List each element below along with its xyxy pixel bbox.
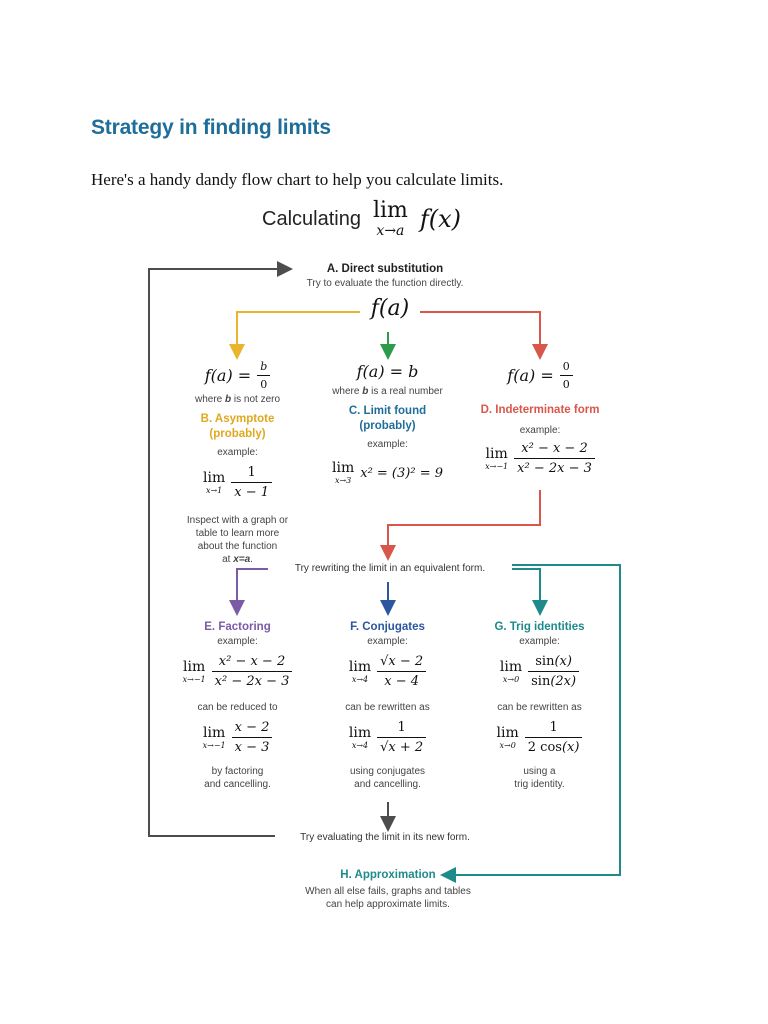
page-title: Strategy in finding limits (91, 116, 331, 139)
d-example-label: example: (519, 425, 561, 436)
node-b (160, 360, 315, 566)
node-g-label: G. Trig identities (494, 621, 585, 633)
f-mid: can be rewritten as (345, 702, 430, 713)
c-example-label: example: (367, 439, 408, 450)
new-form-text: Try evaluating the limit in its new form. (300, 832, 470, 843)
f-example: lim x→4 $\frac{√x - 2}{x - 4}$ (310, 654, 465, 689)
g-note: using a trig identity. (514, 766, 565, 790)
b-example: lim x→1 $\frac{1}{x - 1}$ (160, 465, 315, 500)
node-d-label: D. Indeterminate form (480, 404, 600, 416)
e-result: lim x→−1 $\frac{x - 2}{x - 3}$ (160, 720, 315, 755)
arrow-to-g (512, 569, 540, 608)
b-note: Inspect with a graph or table to learn more about the function at x=a. (186, 515, 289, 565)
h-desc: When all else fails, graphs and tables can help approximate limits. (305, 886, 471, 910)
node-f-label: F. Conjugates (350, 621, 425, 633)
node-c (310, 362, 465, 485)
arrow-to-d (420, 312, 540, 352)
node-e-label: E. Factoring (204, 621, 271, 633)
g-example: lim x→0 $\frac{\sin(x)}{\sin(2x)}$ (462, 654, 617, 689)
c-condition: f(a) = b (356, 362, 419, 381)
g-result: lim x→0 $\frac{1}{2 \cos(x)}$ (462, 720, 617, 755)
d-condition: f(a) = $\frac{0}{0}$ (460, 360, 620, 391)
node-e (160, 620, 315, 791)
e-note: by factoring and cancelling. (204, 766, 271, 790)
node-d (460, 360, 620, 476)
node-c-label: C. Limit found (probably) (348, 405, 427, 432)
rewrite-text: Try rewriting the limit in an equivalent form. (294, 563, 486, 574)
arrow-d-to-rewrite (388, 490, 540, 553)
node-a-label: A. Direct substitution (326, 263, 444, 275)
title-function: f(x) (419, 205, 462, 233)
f-result: lim x→4 $\frac{1}{√x + 2}$ (310, 720, 465, 755)
b-example-label: example: (217, 447, 258, 458)
arrow-to-b (237, 312, 360, 352)
d-example: lim x→−1 $\frac{\text{x² − x − 2}}{\text{x² − 2x − 3}}$ (460, 441, 620, 476)
f-of-a: f(a) (370, 296, 410, 321)
f-example-label: example: (367, 636, 408, 647)
e-example-label: example: (217, 636, 258, 647)
e-example: lim x→−1 $\frac{\text{x² − x − 2}}{\text{x² − 2x − 3}}$ (160, 654, 315, 689)
intro-text: Here's a handy dandy flow chart to help you calculate limits. (91, 170, 504, 189)
g-example-label: example: (519, 636, 560, 647)
node-f (310, 620, 465, 791)
title-limit: lim x→a (372, 198, 408, 239)
node-a (260, 262, 510, 290)
b-condition: f(a) = $\frac{b}{0}$ (160, 360, 315, 391)
arrow-to-e (237, 569, 268, 608)
node-h (268, 868, 508, 911)
c-where: where b is a real number (332, 386, 443, 397)
node-b-label: B. Asymptote (probably) (200, 413, 275, 440)
node-a-desc: Try to evaluate the function directly. (306, 278, 464, 289)
e-mid: can be reduced to (197, 702, 278, 713)
g-mid: can be rewritten as (497, 702, 582, 713)
node-h-label: H. Approximation (340, 869, 436, 881)
node-g (462, 620, 617, 791)
b-where: where b is not zero (194, 394, 281, 405)
c-example: lim x→3 x² = (3)² = 9 (332, 460, 443, 485)
f-note: using conjugates and cancelling. (349, 766, 426, 790)
chart-title-text: Calculating (262, 207, 361, 230)
